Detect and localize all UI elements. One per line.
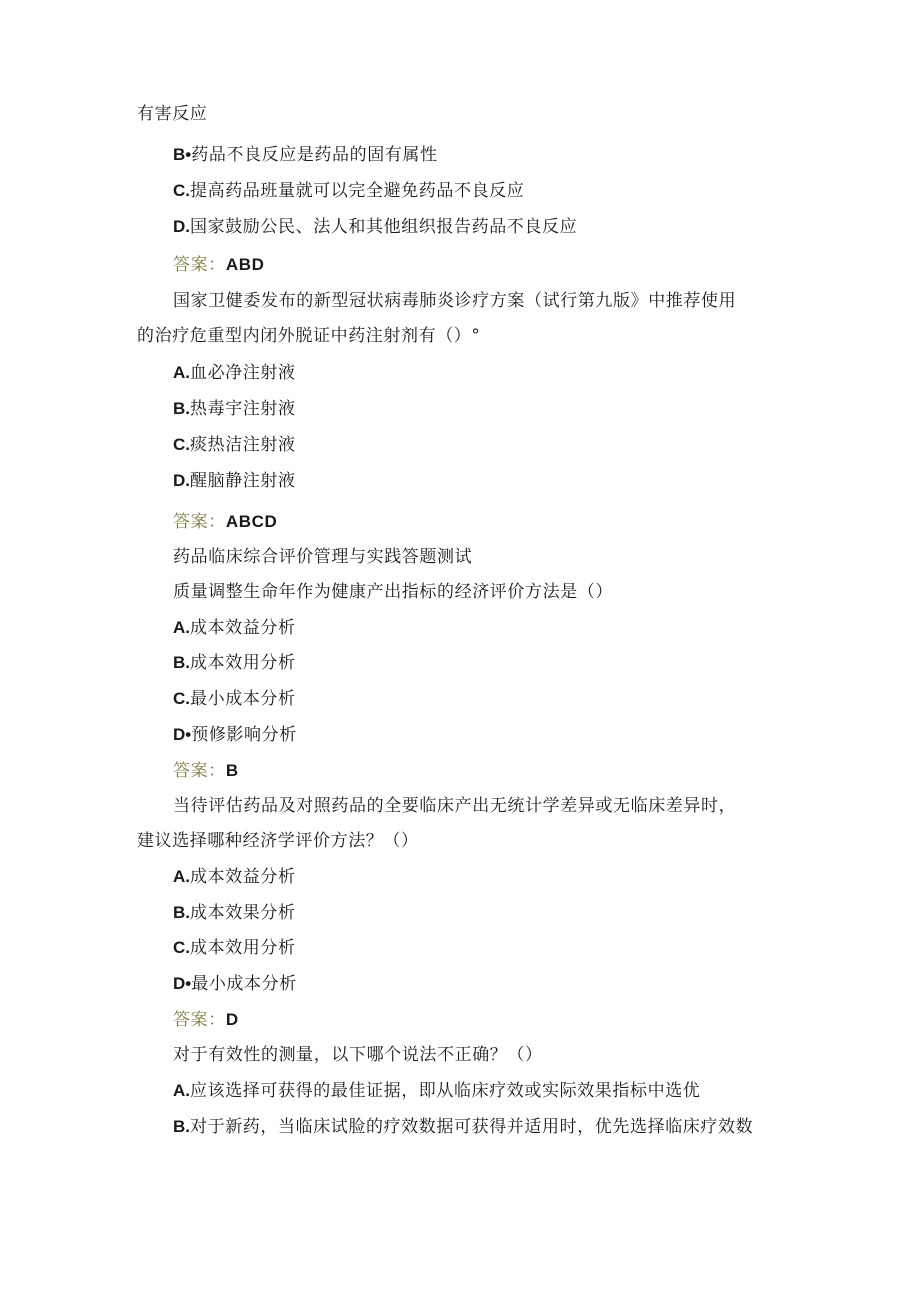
option-b: B•药品不良反应是药品的固有属性: [173, 145, 438, 165]
option-c: C.成本效用分析: [173, 938, 296, 958]
question-text: 质量调整生命年作为健康产出指标的经济评价方法是（）: [173, 582, 613, 602]
answer-line: 答案：B: [173, 761, 239, 781]
section-title: 药品临床综合评价管理与实践答题测试: [173, 547, 473, 567]
question-text: 国家卫健委发布的新型冠状病毒肺炎诊疗方案（试行第九版》中推荐使用: [173, 291, 737, 311]
option-b: B.成本效用分析: [173, 653, 296, 673]
option-d: D•最小成本分析: [173, 974, 297, 994]
question-text: 对于有效性的测量，以下哪个说法不正确？（）: [173, 1045, 543, 1065]
text-line: 有害反应: [137, 104, 208, 124]
answer-line: 答案：D: [173, 1010, 239, 1030]
option-c: C.痰热洁注射液: [173, 435, 296, 455]
option-b: B.热毒宇注射液: [173, 399, 296, 419]
option-d: D.国家鼓励公民、法人和其他组织报告药品不良反应: [173, 217, 578, 237]
question-text: 当待评估药品及对照药品的全要临床产出无统计学差异或无临床差异时，: [173, 796, 737, 816]
option-d: D.醒脑静注射液: [173, 471, 296, 491]
option-b: B.成本效果分析: [173, 903, 296, 923]
answer-line: 答案：ABD: [173, 255, 265, 275]
option-a: A.应该选择可获得的最佳证据，即从临床疗效或实际效果指标中选优: [173, 1081, 701, 1101]
option-b: B.对于新药，当临床试脸的疗效数据可获得并适用时，优先选择临床疗效数: [173, 1117, 754, 1137]
answer-line: 答案：ABCD: [173, 512, 278, 532]
question-text: 的治疗危重型内闭外脱证中药注射剂有（）°: [137, 326, 481, 346]
option-c: C.提高药品班量就可以完全避免药品不良反应: [173, 181, 525, 201]
option-a: A.成本效益分析: [173, 867, 296, 887]
option-a: A.血必净注射液: [173, 363, 296, 383]
option-c: C.最小成本分析: [173, 689, 296, 709]
question-text: 建议选择哪种经济学评价方法？（）: [137, 831, 419, 851]
option-d: D•预修影响分析: [173, 725, 297, 745]
option-a: A.成本效益分析: [173, 618, 296, 638]
